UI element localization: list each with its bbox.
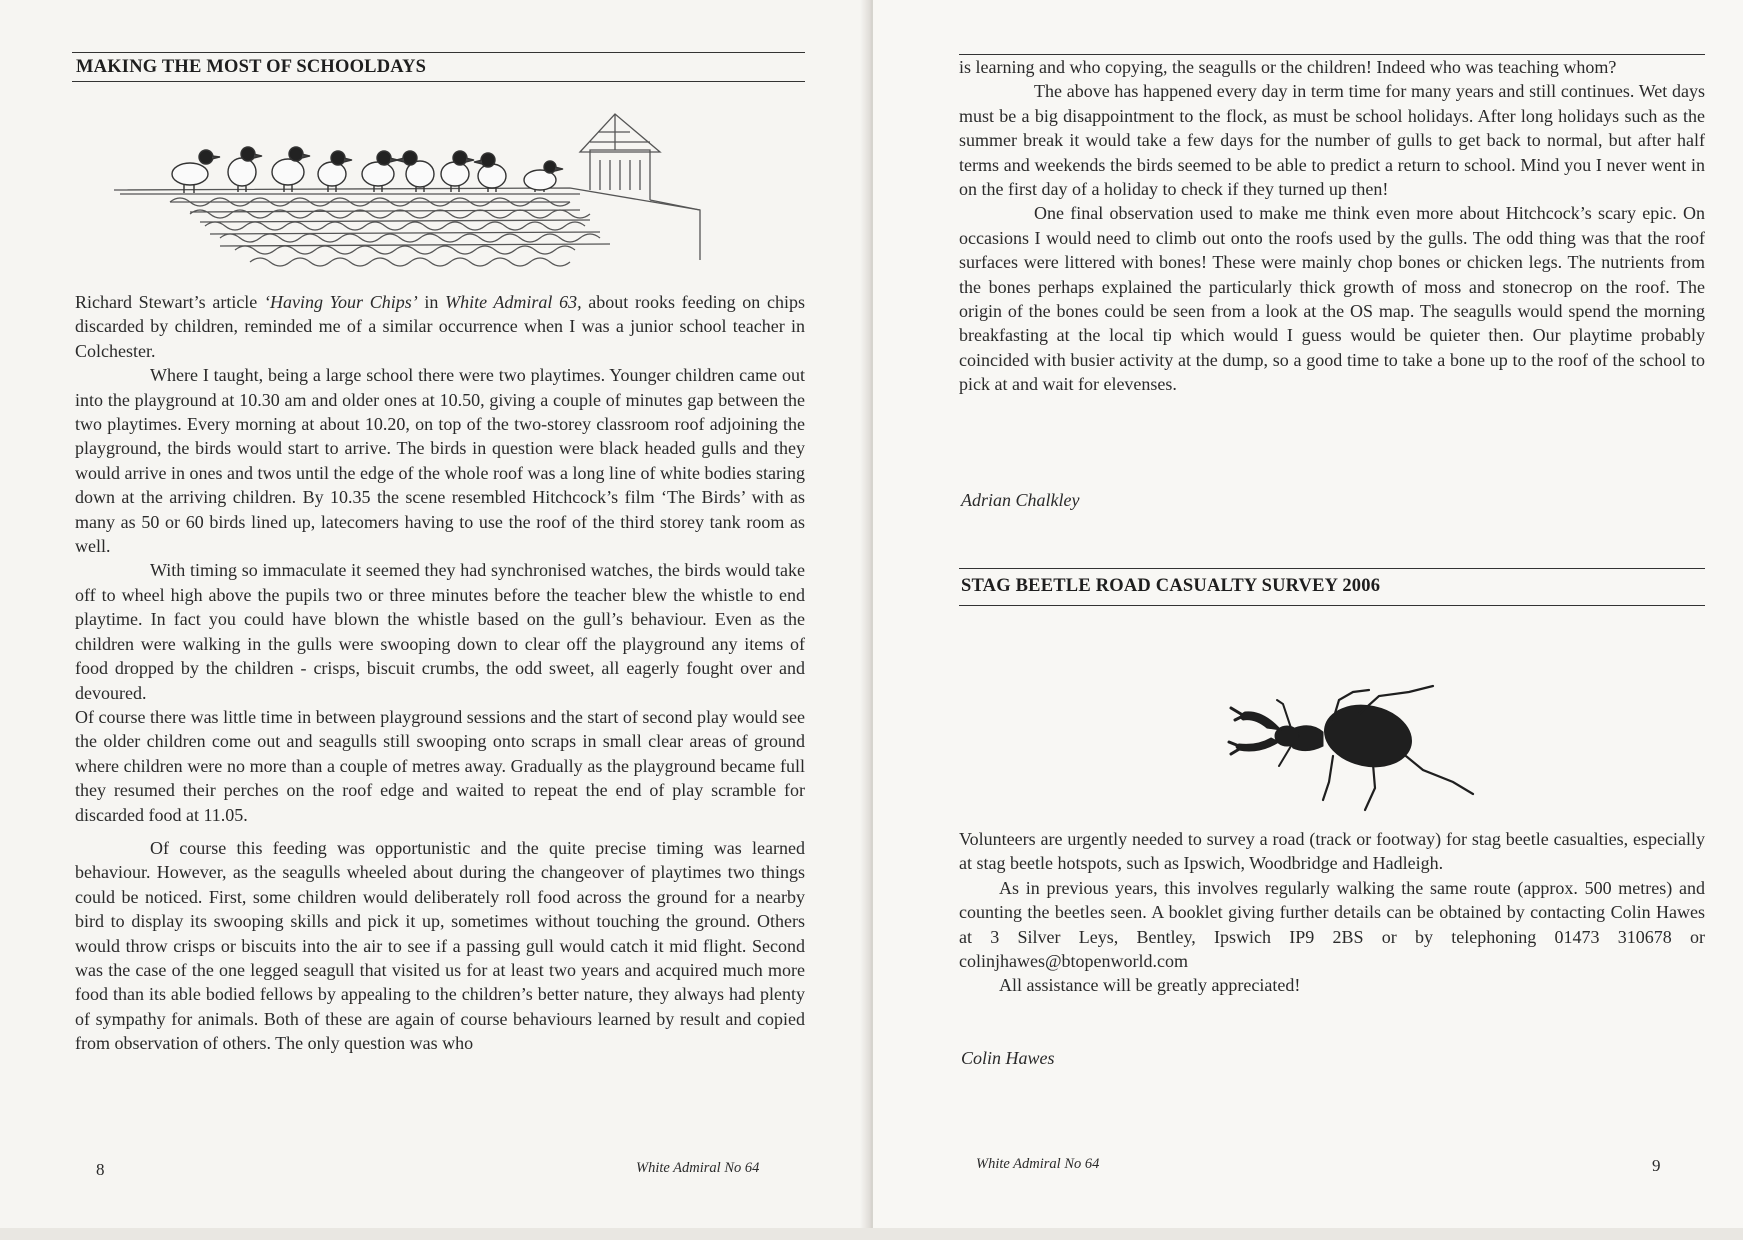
running-title-right: White Admiral No 64 (976, 1156, 1100, 1172)
left-page (0, 0, 869, 1240)
right-page (873, 0, 1743, 1240)
scan-bottom-edge (0, 1228, 1743, 1240)
paragraph-every-day: The above has happened every day in term time for many years and still continues. Wet days must be a big disappointment to the flock, as must be school holidays. After long holidays such as the summer break it would take a few days for the number of gulls to get back to normal, but after half terms and weekends the birds seemed to be able to predict a return to school. Mind you I never went in on the first day of a holiday to check if they turned up then! (959, 81, 1705, 200)
author-signature-chalkley: Adrian Chalkley (961, 490, 1080, 510)
paragraph-bones: One final observation used to make me think even more about Hitchcock’s scary epic. On occasions I would need to climb out onto the roofs used by the gulls. The odd thing was that the roof surfaces were littered with bones! These were mainly chop bones or chicken legs. The nutrients from the bones perhaps explained the particularly thick growth of moss and stonecrop on the roof. The origin of the bones could be seen from a look at the OS map. The seagulls would spend the morning breakfasting at the local tip which would I guess would be quieter then. Our playtime probably coincided with busier activity at the dump, so a good time to take a bone up to the roof of the school to pick at and wait for elevenses. (959, 203, 1705, 395)
survey-paragraph-volunteers: Volunteers are urgently needed to survey a road (track or footway) for stag beetle casualties, especially at stag beetle hotspots, such as Ipswich, Woodbridge and Hadleigh. (959, 829, 1705, 874)
stag-beetle-silhouette-icon (1183, 670, 1483, 830)
page-title-stag-beetle: STAG BEETLE ROAD CASUALTY SURVEY 2006 (961, 576, 1381, 596)
running-title-left: White Admiral No 64 (636, 1160, 760, 1176)
paragraph-timing: With timing so immaculate it seemed they had synchronised watches, the birds would take off to wheel high above the pupils two or three minutes before the teacher blew the whistle to end playtime. In fact you could have blown the whistle based on the gull’s behaviour. Even as the children were walking in the gulls were swooping down to clear off the playground any items of food dropped by the children - crisps, biscuit crumbs, the odd sweet, all eagerly fought over and devoured. (75, 560, 805, 703)
paragraph-two-playtimes: Where I taught, being a large school there were two playtimes. Younger children came out into the playground at 10.30 am and older ones at 10.50, giving a couple of minutes gap between the two playtimes. Every morning at about 10.20, on top of the two-storey classroom roof adjoining the playground, the birds would start to arrive. The birds in question were black headed gulls and they would arrive in ones and twos until the edge of the whole roof was a long line of white bodies staring down at the arriving children. By 10.35 the scene resembled Hitchcock’s film ‘The Birds’ with as many as 50 or 60 birds lined up, latecomers having to use the roof of the third storey tank room as well. (75, 365, 805, 557)
page-number-left: 8 (96, 1160, 105, 1179)
page-number-right: 9 (1652, 1156, 1661, 1175)
seagulls-on-roof-sketch-icon (110, 110, 710, 290)
paragraph-learned-behaviour: Of course this feeding was opportunistic and the quite precise timing was learned behaviour. However, as the seagulls wheeled about during the changeover of playtimes two things could be noticed. First, some children would deliberately roll food across the ground for a nearby bird to display its swooping skills and pick it up, sometimes without touching the ground. Others would throw crisps or biscuits into the air to see if a passing gull would catch it mid flight. Second was the case of the one legged seagull that visited us for at least two years and acquired much more food than its able bodied fellows by appealing to the children’s better nature, they always had plenty of sympathy for animals. Both of these are again of course behaviours learned by result and copied from observation of others. The only question was who (75, 837, 805, 1054)
survey-article-text (959, 827, 1705, 998)
continuation-paragraph: is learning and who copying, the seagulls or the children! Indeed who was teaching whom? (959, 57, 1617, 77)
intro-paragraph: Richard Stewart’s article ‘Having Your Chips’ in White Admiral 63, about rooks feeding on chips discarded by children, reminded me of a similar occurrence when I was a junior school teacher in Colchester. (75, 292, 805, 361)
survey-paragraph-thanks: All assistance will be greatly appreciated! (999, 975, 1301, 996)
page-title-schooldays: MAKING THE MOST OF SCHOOLDAYS (76, 57, 427, 77)
continuation-text (959, 55, 1705, 397)
survey-paragraph-details: As in previous years, this involves regularly walking the same route (approx. 500 metres) and counting the beetles seen. A booklet giving further details can be obtained by contacting Colin Hawes at 3 Silver Leys, Bentley, Ipswich IP9 2BS or by telephoning 01473 310678 or colinjhawes@btopenworld.com (959, 877, 1705, 972)
author-signature-hawes: Colin Hawes (961, 1048, 1055, 1068)
schooldays-article-text (75, 290, 805, 1056)
paragraph-second-play: Of course there was little time in between playground sessions and the start of second play would see the older children come out and seagulls still swooping onto scraps in small clear areas of ground where children were no more than a couple of metres away. Gradually as the playground became full they resumed their perches on the roof edge and waited to repeat the end of play scramble for discarded food at 11.05. (75, 706, 805, 825)
